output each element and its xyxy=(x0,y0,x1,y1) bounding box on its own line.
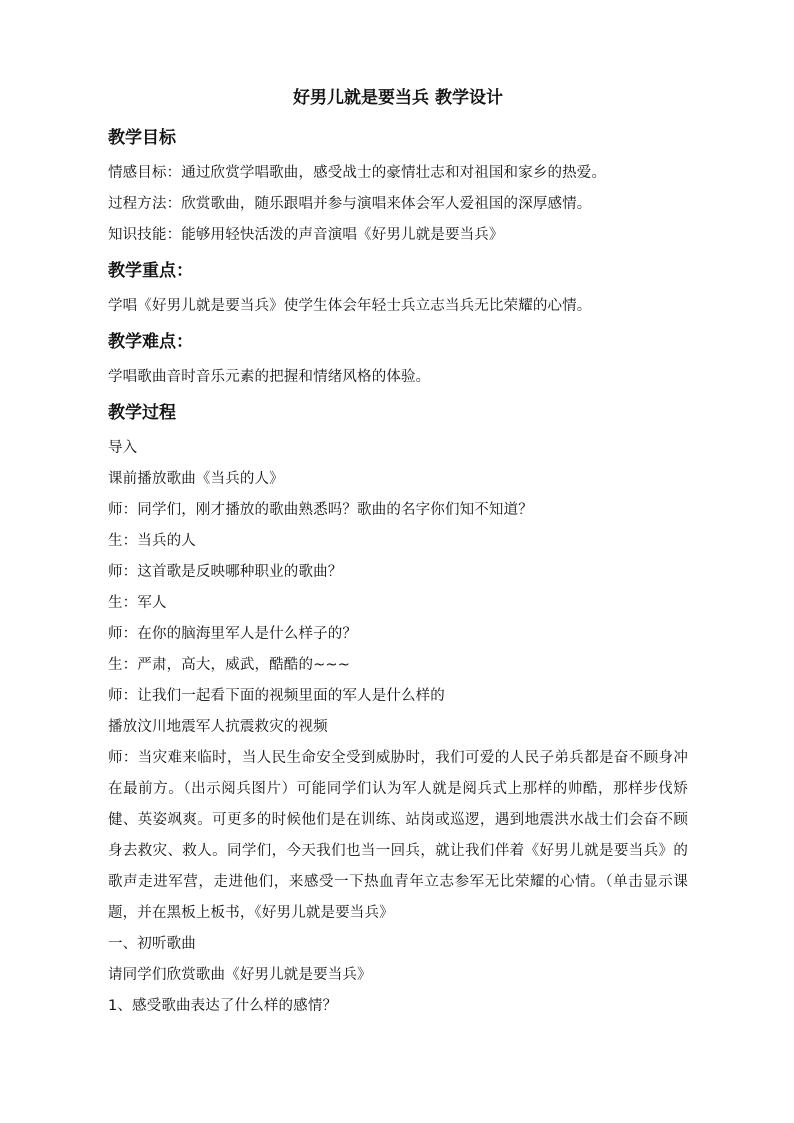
process-question: 1、感受歌曲表达了什么样的感情？ xyxy=(108,998,338,1014)
objective-emotion: 情感目标：通过欣赏学唱歌曲，感受战士的豪情壮志和对祖国和家乡的热爱。 xyxy=(108,165,607,181)
dialogue-line: 生：军人 xyxy=(108,595,167,611)
process-step-heading: 一、初听歌曲 xyxy=(108,936,196,952)
objective-process: 过程方法：欣赏歌曲，随乐跟唱并参与演唱来体会军人爱祖国的深厚感情。 xyxy=(108,196,592,212)
process-line: 请同学们欣赏歌曲《好男儿就是要当兵》 xyxy=(108,967,372,983)
difficulty-text: 学唱歌曲音时音乐元素的把握和情绪风格的体验。 xyxy=(108,369,431,385)
process-line: 导入 xyxy=(108,440,138,456)
dialogue-line: 师：让我们一起看下面的视频里面的军人是什么样的 xyxy=(108,688,445,704)
dialogue-line: 生：当兵的人 xyxy=(108,533,196,549)
teacher-paragraph: 师：当灾难来临时，当人民生命安全受到威胁时，我们可爱的人民子弟兵都是奋不顾身冲在最前方。（出示阅兵图片）可能同学们认为军人就是阅兵式上那样的帅酷，那样步伐矫健、英姿飒爽。可更多的时候他们是在训练、站岗或巡逻，遇到地震洪水战士们会奋不顾身去救灾、救人。同学们，今天我们也当一回兵，就让我们伴着《好男儿就是要当兵》的歌声走进军营，走进他们，来感受一下热血青年立志参军无比荣耀的心情。（单击显示课题，并在黑板上板书，《好男儿就是要当兵》 xyxy=(108,750,688,921)
objective-skills: 知识技能：能够用轻快活泼的声音演唱《好男儿就是要当兵》 xyxy=(108,227,504,243)
document-title: 好男儿就是要当兵 教学设计 xyxy=(293,88,503,108)
section-heading-objectives: 教学目标 xyxy=(108,128,176,148)
key-point-text: 学唱《好男儿就是要当兵》使学生体会年轻士兵立志当兵无比荣耀的心情。 xyxy=(108,298,592,314)
dialogue-line: 师：这首歌是反映哪种职业的歌曲？ xyxy=(108,564,343,580)
dialogue-line: 生：严肃，高大，威武，酷酷的~~~ xyxy=(108,657,350,673)
process-line: 播放汶川地震军人抗震救灾的视频 xyxy=(108,719,328,735)
section-heading-process: 教学过程 xyxy=(108,403,176,423)
process-line: 课前播放歌曲《当兵的人》 xyxy=(108,471,284,487)
section-heading-difficulties: 教学难点： xyxy=(108,332,193,352)
document-body xyxy=(108,78,688,1022)
section-heading-key-points: 教学重点： xyxy=(108,261,193,281)
dialogue-line: 师：同学们，刚才播放的歌曲熟悉吗？歌曲的名字你们知不知道？ xyxy=(108,502,533,518)
dialogue-line: 师：在你的脑海里军人是什么样子的？ xyxy=(108,626,358,642)
